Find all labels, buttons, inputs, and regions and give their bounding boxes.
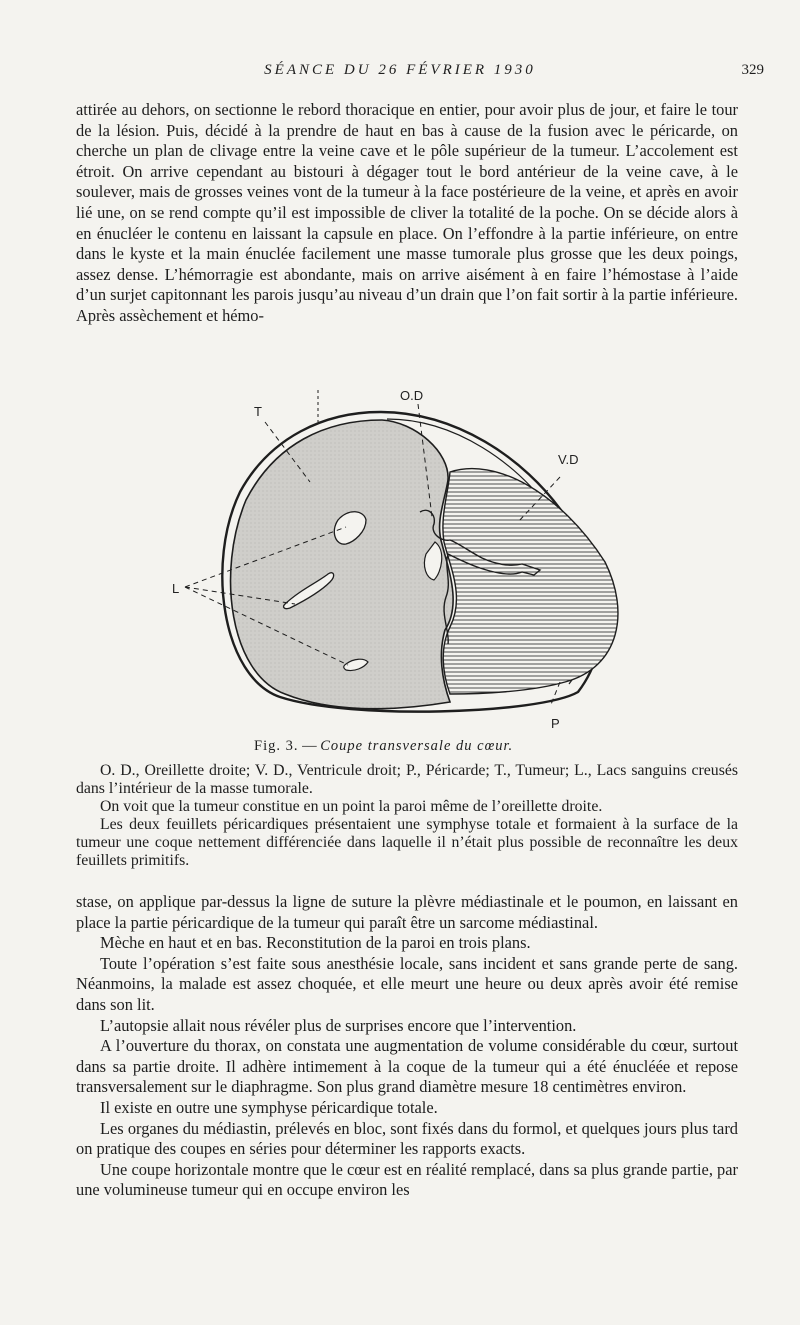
heart-cross-section-drawing	[150, 382, 650, 742]
figure-heart-section	[150, 382, 650, 762]
running-title: SÉANCE DU 26 FÉVRIER 1930	[264, 62, 536, 78]
caption-dash: —	[302, 738, 317, 754]
page-number: 329	[741, 62, 764, 78]
body-text: A l’ouverture du thorax, on constata une augmentation de volume considérable du cœur, surtout dans sa partie droite. Il adhère intimement à la coque de la tumeur qui a été énucléée et repose transversalement sur le diaphragme. Son plus grand diamètre mesure 18 centimètres environ.	[76, 1036, 738, 1097]
legend-line: On voit que la tumeur constitue en un point la paroi même de l’oreillette droite.	[100, 798, 603, 815]
body-text: Les organes du médiastin, prélevés en bloc, sont fixés dans du formol, et quelques jours plus tard on pratique des coupes en séries pour déterminer les rapports exacts.	[76, 1118, 738, 1159]
figure-legend	[76, 762, 738, 870]
label-vd: V.D	[558, 452, 579, 467]
figure-number: Fig. 3.	[254, 738, 299, 754]
legend-line: O. D., Oreillette droite; V. D., Ventricule droit; P., Péricarde; T., Tumeur; L., Lacs sanguins creusés dans l’intérieur de la masse tumorale.	[76, 762, 738, 797]
paragraph-bottom	[76, 892, 738, 1201]
label-t: T	[254, 404, 262, 419]
body-text: Il existe en outre une symphyse péricardique totale.	[100, 1097, 438, 1117]
body-text: Une coupe horizontale montre que le cœur est en réalité remplacé, dans sa plus grande partie, par une volumineuse tumeur qui en occupe environ les	[76, 1159, 738, 1200]
figure-title: Coupe transversale du cœur.	[320, 738, 514, 754]
page-header	[0, 60, 800, 84]
figure-caption	[254, 738, 574, 755]
body-text: Mèche en haut et en bas. Reconstitution de la paroi en trois plans.	[100, 933, 531, 953]
label-p: P	[551, 716, 560, 731]
right-ventricle	[443, 469, 618, 694]
label-l: L	[172, 581, 180, 596]
paragraph-top	[76, 100, 738, 327]
body-text: attirée au dehors, on sectionne le rebord thoracique en entier, pour avoir plus de jour, et faire le tour de la lésion. Puis, décidé à la prendre de haut en bas à cause de la fusion avec le péricarde, on cherche un plan de clivage entre la veine cave et le pôle supérieur de la tumeur. L’accolement est étroit. On arrive cependant au bistouri à dégager tout le bord antérieur de la veine cave, à le soulever, mais de grosses veines vont de la tumeur à la face postérieure de la veine, et après en avoir lié une, on se rend compte qu’il est impossible de cliver la totalité de la poche. On se décide alors à en énucléer le contenu en laissant la capsule en place. On l’effondre à la partie inférieure, on entre dans le kyste et la main énuclée facilement une masse tumorale plus grosse que les deux poings, assez dense. L’hémorragie est abondante, mais on arrive aisément à en faire l’hémostase à l’aide d’un surjet capitonnant les parois jusqu’au niveau d’un drain que l’on fait sortir à la partie inférieure. Après assèchement et hémo-	[76, 100, 738, 325]
label-od: O.D	[400, 388, 424, 403]
body-text: L’autopsie allait nous révéler plus de surprises encore que l’intervention.	[100, 1015, 577, 1035]
legend-line: Les deux feuillets péricardiques présentaient une symphyse totale et formaient à la surface de la tumeur une coque nettement différenciée dans laquelle il n’était plus possible de reconnaître les deux feuillets primitifs.	[76, 816, 738, 869]
body-text: Toute l’opération s’est faite sous anesthésie locale, sans incident et sans grande perte de sang. Néanmoins, la malade est assez choquée, et elle meurt une heure ou deux après avoir été remise dans son lit.	[76, 953, 738, 1014]
body-text: stase, on applique par-dessus la ligne de suture la plèvre médiastinale et le poumon, en laissant en place la partie péricardique de la tumeur qui paraît être un sarcome médiastinal.	[76, 892, 738, 932]
